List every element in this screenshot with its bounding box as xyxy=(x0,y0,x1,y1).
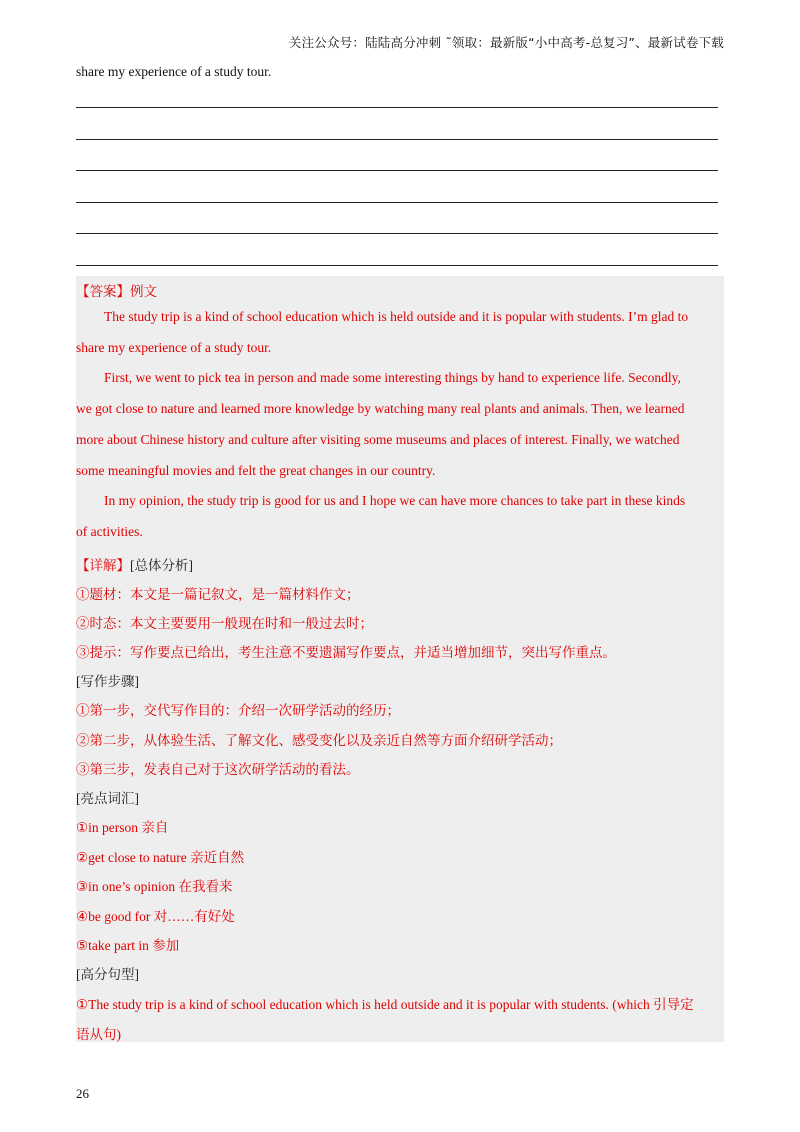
writing-line xyxy=(76,107,718,108)
vocab-item: ①in person 亲自 xyxy=(76,820,169,835)
analysis-item: ①题材：本文是一篇记叙文，是一篇材料作文； xyxy=(76,587,360,602)
vocab-item: ②get close to nature 亲近自然 xyxy=(76,850,245,865)
essay-line: we got close to nature and learned more knowledge by watching many real plants and animals. Then, we learned xyxy=(76,401,685,416)
page-number: 26 xyxy=(76,1086,89,1101)
writing-line xyxy=(76,265,718,266)
vocab-title: [亮点词汇] xyxy=(76,791,139,806)
essay-line: First, we went to pick tea in person and made some interesting things by hand to experience life. Secondly, xyxy=(104,370,681,385)
detail-heading-label: 【详解】 xyxy=(76,558,130,573)
page-header: 关注公众号：陆陆高分冲刺 ˜领取：最新版“小中高考-总复习”、最新试卷下载 xyxy=(288,35,724,50)
writing-line xyxy=(76,202,718,203)
step-item: ②第二步，从体验生活、了解文化、感受变化以及亲近自然等方面介绍研学活动； xyxy=(76,733,562,748)
sentence-item: 语从句) xyxy=(76,1027,121,1042)
writing-line xyxy=(76,170,718,171)
analysis-item: ③提示：写作要点已给出，考生注意不要遗漏写作要点，并适当增加细节，突出写作重点。 xyxy=(76,645,616,660)
essay-line: share my experience of a study tour. xyxy=(76,340,272,355)
sentence-title: [高分句型] xyxy=(76,967,139,982)
essay-line: In my opinion, the study trip is good for us and I hope we can have more chances to take part in these kinds xyxy=(104,493,686,508)
vocab-item: ④be good for 对……有好处 xyxy=(76,909,235,924)
analysis-item: ②时态：本文主要要用一般现在时和一般过去时； xyxy=(76,616,373,631)
steps-title: [写作步骤] xyxy=(76,674,139,689)
detail-heading xyxy=(76,554,193,574)
essay-line: more about Chinese history and culture after visiting some museums and places of interest. Finally, we watched xyxy=(76,432,680,447)
essay-line: some meaningful movies and felt the great changes in our country. xyxy=(76,463,436,478)
writing-line xyxy=(76,139,718,140)
vocab-item: ⑤take part in 参加 xyxy=(76,938,180,953)
answer-heading: 【答案】例文 xyxy=(76,284,157,299)
step-item: ①第一步，交代写作目的：介绍一次研学活动的经历； xyxy=(76,703,400,718)
sentence-item: ①The study trip is a kind of school education which is held outside and it is popular with students. (which 引导定 xyxy=(76,997,694,1012)
vocab-item: ③in one’s opinion 在我看来 xyxy=(76,879,233,894)
intro-line: share my experience of a study tour. xyxy=(76,64,272,79)
writing-line xyxy=(76,233,718,234)
essay-line: of activities. xyxy=(76,524,143,539)
step-item: ③第三步，发表自己对于这次研学活动的看法。 xyxy=(76,762,360,777)
essay-line: The study trip is a kind of school education which is held outside and it is popular with students. I’m glad to xyxy=(104,309,689,324)
detail-heading-section: [总体分析] xyxy=(130,558,193,573)
